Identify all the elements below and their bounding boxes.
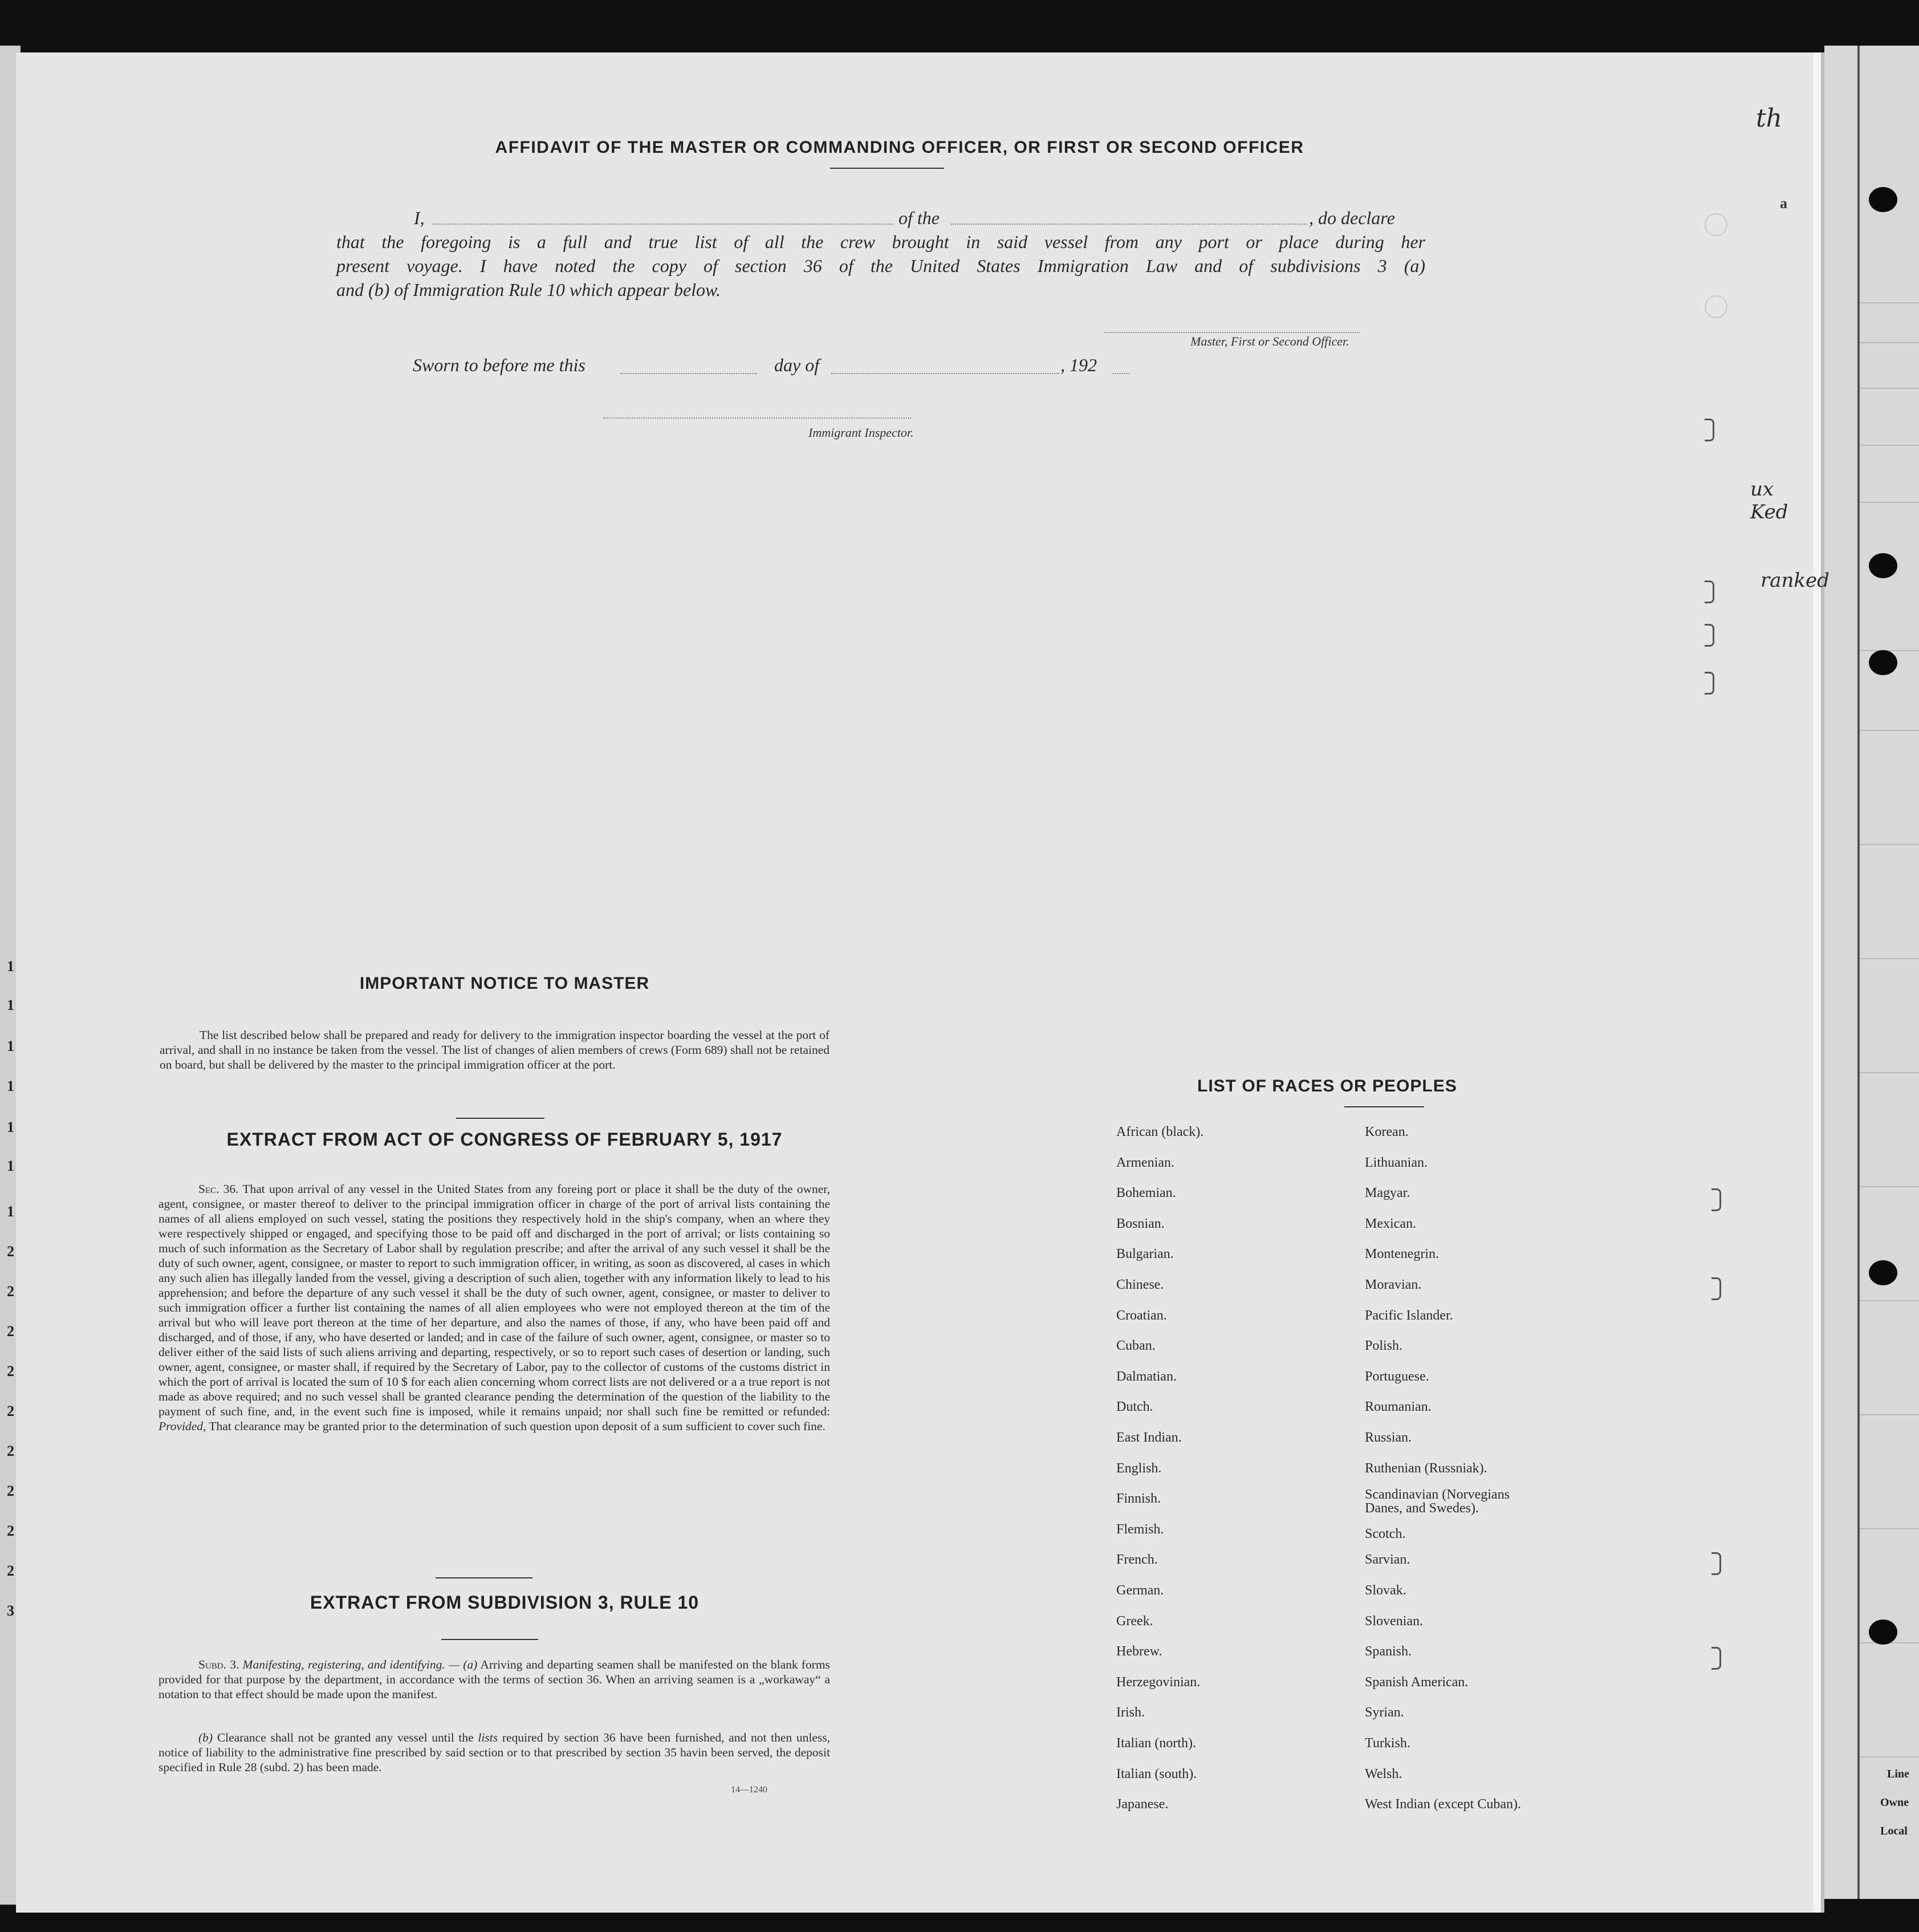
ruled-line [1860,1300,1919,1301]
affidavit-declare-label: , do declare [1309,208,1395,228]
bracket-mark [1705,581,1714,603]
race-entry: Ruthenian (Russniak). [1365,1460,1487,1476]
subdivision-b [158,1730,830,1775]
affidavit-title: AFFIDAVIT OF THE MASTER OR COMMANDING OFFICER, OR FIRST OR SECOND OFFICER [495,138,1304,157]
bracket-mark [1711,1188,1721,1211]
race-entry: Chinese. [1116,1277,1164,1292]
right-footer-label: Local [1880,1825,1908,1837]
section-36-text-end: That clearance may be granted prior to the determination of such question upon deposit of a sum sufficient to cover such fine. [209,1419,826,1433]
handwriting-fragment: th [1756,104,1783,133]
crew-list-form-page [16,52,1829,1913]
left-margin-mark: 1 [7,1038,14,1054]
left-margin-mark: 1 [7,1119,14,1135]
race-entry: Syrian. [1365,1705,1404,1720]
race-entry: Spanish. [1365,1644,1412,1659]
affidavit-line-4: and (b) of Immigration Rule 10 which appear below. [336,279,721,300]
act-extract-title: EXTRACT FROM ACT OF CONGRESS OF FEBRUARY 5, 1917 [226,1129,783,1150]
race-entry: Finnish. [1116,1491,1161,1507]
left-margin-mark: 1 [7,1078,14,1094]
handwriting-fragment: ux Ked [1750,478,1788,523]
subdivision-a [158,1657,830,1702]
left-margin-mark: 1 [7,958,14,975]
subdivision-label: Subd. 3. [198,1658,239,1671]
race-entry: Mexican. [1365,1216,1416,1231]
ruled-line [1860,1528,1919,1529]
race-entry: Herzegovinian. [1116,1674,1201,1690]
name-blank[interactable] [432,224,894,225]
race-entry: Cuban. [1116,1338,1156,1354]
race-entry: French. [1116,1552,1158,1568]
sworn-day-blank[interactable] [620,373,757,374]
punch-ring [1705,213,1727,236]
left-margin-mark: 2 [7,1283,14,1300]
left-margin-mark: 2 [7,1483,14,1499]
right-page-edge [1824,46,1919,1899]
bracket-mark [1711,1552,1721,1575]
binding-hole [1869,1620,1897,1645]
left-margin-mark: 2 [7,1363,14,1379]
race-entry: Bosnian. [1116,1216,1165,1231]
race-entry: Bohemian. [1116,1186,1176,1201]
left-margin-mark: 2 [7,1562,14,1579]
affidavit-of-label: of the [898,208,940,228]
ruled-line [1860,1186,1919,1187]
binding-hole [1869,1260,1897,1285]
race-entry: Irish. [1116,1705,1145,1720]
vessel-blank[interactable] [951,224,1307,225]
officer-signature-line[interactable] [1104,332,1360,333]
ruled-line [1860,958,1919,959]
important-notice-title: IMPORTANT NOTICE TO MASTER [359,974,650,993]
subdivision-b-pre: Clearance shall not be granted any vessel until the [217,1731,474,1744]
punch-ring [1705,295,1727,318]
race-entry: Lithuanian. [1365,1155,1428,1170]
left-margin-mark: 1 [7,1203,14,1220]
race-entry: Korean. [1365,1125,1409,1139]
ruled-line [1860,730,1919,731]
race-entry: Dalmatian. [1116,1369,1177,1384]
race-entry: Armenian. [1116,1155,1174,1170]
ruled-line [1860,1072,1919,1073]
officer-signature-caption: Master, First or Second Officer. [1190,334,1349,348]
right-footer-label: Line [1887,1768,1909,1780]
race-entry: Italian (north). [1116,1736,1196,1751]
left-margin-mark: 2 [7,1523,14,1539]
race-entry: Spanish American. [1365,1674,1469,1690]
left-margin-mark: 2 [7,1243,14,1260]
race-entry: Slovenian. [1365,1613,1423,1629]
bracket-mark [1711,1277,1721,1300]
race-entry: Turkish. [1365,1736,1410,1751]
race-entry: English. [1116,1460,1162,1476]
bracket-mark [1711,1647,1721,1670]
inspector-caption: Immigrant Inspector. [808,425,914,440]
right-margin-letter: a [1780,195,1787,212]
section-divider [456,1118,544,1119]
race-entry: German. [1116,1583,1164,1598]
race-entry: Bulgarian. [1116,1247,1174,1262]
races-list-title: LIST OF RACES OR PEOPLES [1197,1077,1457,1095]
right-footer-label: Owne [1880,1796,1909,1809]
race-entry: Russian. [1365,1430,1412,1445]
form-number: 14—1240 [731,1785,767,1795]
year-label: , 192 [1060,355,1097,375]
race-entry: West Indian (except Cuban). [1365,1797,1521,1812]
affidavit-line-2: that the foregoing is a full and true list of all the crew brought in said vessel from any port or place during her [336,232,1425,252]
provided-word: Provided, [158,1419,206,1433]
bracket-mark [1705,672,1714,695]
race-entry: Portuguese. [1365,1369,1429,1384]
race-entry: Italian (south). [1116,1766,1197,1781]
handwriting-fragment: ranked [1761,569,1829,592]
sworn-month-blank[interactable] [831,373,1059,374]
ruled-line [1860,388,1919,389]
race-entry: Polish. [1365,1338,1403,1354]
left-margin-mark: 3 [7,1602,14,1619]
race-entry: Hebrew. [1116,1644,1162,1659]
sworn-label: Sworn to before me this [413,355,586,375]
year-blank[interactable] [1113,373,1130,374]
important-notice-body: The list described below shall be prepared and ready for delivery to the immigration inspector boarding the vessel at the port of arrival, and shall in no instance be taken from the vessel. The list of changes of alien members of crews (Form 689) shall not be retained on board, but shall be delivered by the master to the principal immigration officer at the port. [160,1028,830,1071]
section-label: Sec. 36. [198,1182,239,1196]
ruled-line [1860,1414,1919,1415]
race-entry: Dutch. [1116,1399,1153,1415]
binding-hole [1869,187,1897,212]
race-entry: Scandinavian (Norvegians Danes, and Swedes). [1365,1487,1510,1516]
binding-hole [1869,650,1897,675]
ruled-line [1860,1756,1919,1758]
race-entry: Moravian. [1365,1277,1422,1292]
subdivision-a-text: Arriving and departing seamen shall be manifested on the blank forms provided for that purpose by the department, in accordance with the terms of section 36. When an arriving seamen is a „workaway“ a notation to that effect should be made upon the manifest. [158,1658,830,1701]
ruled-line [1860,302,1919,303]
subdivision-b-label: (b) [198,1731,213,1744]
section-divider [436,1577,532,1578]
subdivision-heading: Manifesting, registering, and identifying. — (a) [242,1658,478,1671]
title-underline [830,168,944,169]
race-entry: East Indian. [1116,1430,1182,1445]
race-entry: Flemish. [1116,1521,1164,1537]
left-margin-mark: 2 [7,1403,14,1419]
race-entry: Roumanian. [1365,1399,1432,1415]
subdivision-b-text: required by section 36 have been furnished, and not then unless, notice of liability to the administrative fine prescribed by said section or to that prescribed by section 35 havin been served, the deposit specified in Rule 28 (subd. 2) has been made. [158,1731,831,1774]
ruled-line [1860,502,1919,503]
race-entry: Montenegrin. [1365,1247,1439,1262]
section-36-text: That upon arrival of any vessel in the United States from any foreing port or place it shall be the duty of the owner, agent, consignee, or master thereof to deliver to the principal immigration officer in charge of the port of arrival lists containing the names of all aliens employed on such vessel, stating the positions they respectively hold in the ship's company, when an where they were respectively shipped or engaged, and specifying those to be paid off and discharged in the port of arrival; or lists containing so much of such information as the Secretary of Labor shall by regulation prescribe; and after the arrival of any such vessel it shall be the duty of such owner, agent, consignee, or master to report to such immigration officer, in writing, as soon as discovered, al cases in which any such alien has illegally landed from the vessel, giving a description of such alien, together with any information likely to lead to his apprehension; and before the departure of any such vessel it shall be the duty of such owner, agent, consignee, or master to deliver to such immigration officer a further list containing the names of all alien employees who were not employed thereon at the tim of the arrival but who will leave port thereon at the time of her departure, and also the names of those, if any, who have been paid off and discharged, and of those, if any, who have deserted or landed; and in case of the failure of such owner, agent, consignee, or master so to deliver either of the said lists of such aliens arriving and departing, respectively, or so to report such cases of desertion or landing, such owner, agent, consignee, or master shall, if required by the Secretary of Labor, pay to the collector of customs of the customs district in which the port of arrival is located the sum of 10 $ for each alien concerning whom correct lists are not delivered or a a true report is not made as above required; and no such vessel shall be granted clearance pending the determination of the question of the liability to the payment of such fine, and, in the event such fine is imposed, while it remains unpaid; nor shall such fine be remitted or refunded: [158,1182,830,1418]
ruled-line [1860,445,1919,446]
race-entry: African (black). [1116,1125,1204,1139]
rule-extract-title: EXTRACT FROM SUBDIVISION 3, RULE 10 [310,1592,700,1613]
left-margin-mark: 2 [7,1443,14,1459]
race-entry: Slovak. [1365,1583,1406,1598]
left-margin-mark: 1 [7,997,14,1013]
race-entry: Croatian. [1116,1308,1167,1323]
ruled-line [1860,342,1919,343]
day-of-label: day of [774,355,820,375]
race-entry: Magyar. [1365,1186,1410,1201]
race-entry: Sarvian. [1365,1552,1410,1568]
left-margin-mark: 1 [7,1158,14,1174]
affidavit-line-3: present voyage. I have noted the copy of section 36 of the United States Immigration Law and of subdivisions 3 (a) [336,255,1425,276]
inspector-signature-line[interactable] [603,417,911,419]
races-title-underline [1344,1106,1424,1107]
race-entry: Welsh. [1365,1766,1402,1781]
affidavit-i-label: I, [414,208,425,228]
bracket-mark [1705,624,1714,647]
bracket-mark [1705,419,1714,441]
left-margin-mark: 2 [7,1323,14,1340]
lists-word: lists [478,1731,498,1744]
act-extract-body [158,1182,830,1434]
race-entry: Pacific Islander. [1365,1308,1453,1323]
race-entry: Greek. [1116,1613,1153,1629]
page-edge-line [1857,46,1860,1899]
ruled-line [1860,844,1919,845]
race-entry: Scotch. [1365,1526,1406,1541]
race-entry: Japanese. [1116,1797,1169,1812]
section-divider [441,1639,538,1640]
binding-hole [1869,553,1897,578]
